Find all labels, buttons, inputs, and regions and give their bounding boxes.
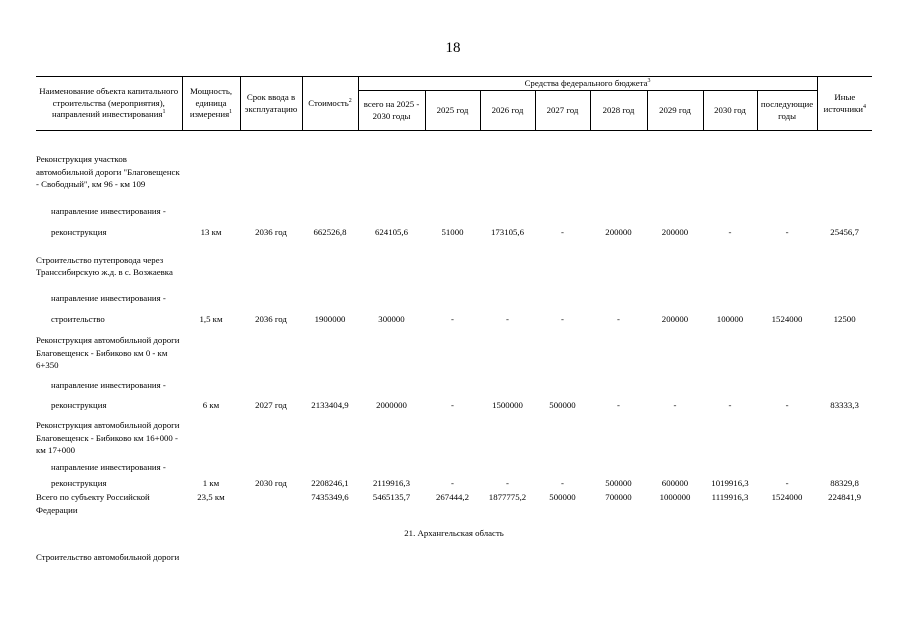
header-total: всего на 2025 - 2030 годы xyxy=(358,91,425,131)
cell-2030: 100000 xyxy=(716,313,744,324)
cell-next: - xyxy=(785,477,789,488)
cell-next: - xyxy=(785,226,789,237)
cell-total: 5465135,7 xyxy=(372,492,411,502)
object-title-row xyxy=(36,329,872,374)
cell-other: 12500 xyxy=(833,313,856,324)
cell-capacity: 1 км xyxy=(202,477,220,488)
cell-total: 2000000 xyxy=(376,399,407,410)
cell-2027: 500000 xyxy=(549,399,576,410)
table-header xyxy=(36,77,872,131)
cell-2028: 500000 xyxy=(605,477,632,488)
cell-2027: - xyxy=(561,477,564,488)
header-federal-budget: Средства федерального бюджета$^3$ xyxy=(358,77,817,91)
cell-2025: - xyxy=(451,313,454,324)
header-term: Срок ввода в эксплуатацию xyxy=(240,77,302,131)
cell-other: 83333,3 xyxy=(830,399,859,410)
cell-term: 2036 год xyxy=(255,226,287,237)
cell-2026: 1500000 xyxy=(492,399,523,410)
federal-budget-table xyxy=(36,76,872,564)
object-title: Реконструкция автомобильной дороги Благовещенск - Бибиково км 16+000 - км 17+000 xyxy=(36,420,180,456)
cell-next: 1524000 xyxy=(771,492,803,502)
object-title-row xyxy=(36,242,872,287)
table-row xyxy=(36,475,872,491)
cell-2029: - xyxy=(673,399,677,410)
cell-2030: 1119916,3 xyxy=(711,492,749,502)
header-2030: 2030 год xyxy=(703,91,757,131)
header-name: Наименование объекта капитального строительства (мероприятия), направлений инвестирования$^1$ xyxy=(36,77,182,131)
cell-cost: 1900000 xyxy=(314,313,346,324)
direction-row xyxy=(36,459,872,475)
cell-capacity: 6 км xyxy=(202,399,220,410)
cell-2026: - xyxy=(506,313,509,324)
cell-2025: 51000 xyxy=(441,226,464,237)
cell-term: 2030 год xyxy=(255,477,287,488)
header-2029: 2029 год xyxy=(647,91,703,131)
cell-2029: 200000 xyxy=(661,226,689,237)
cell-total: 624105,6 xyxy=(375,226,408,237)
cell-total: 2119916,3 xyxy=(372,477,411,488)
cell-other: 25456,7 xyxy=(830,226,859,237)
cell-capacity: 23,5 км xyxy=(197,492,225,502)
cell-other: 224841,9 xyxy=(828,492,862,502)
table-row xyxy=(36,222,872,242)
cell-next: 1524000 xyxy=(771,313,803,324)
cell-cost: 7435349,6 xyxy=(311,492,349,502)
section-row xyxy=(36,517,872,541)
cell-2025: 267444,2 xyxy=(436,492,469,502)
table-row xyxy=(36,309,872,329)
investment-kind: реконструкция xyxy=(51,226,107,237)
cell-2027: 500000 xyxy=(549,492,576,502)
cell-2025: - xyxy=(451,477,454,488)
table-row xyxy=(36,396,872,414)
object-title: Строительство путепровода через Транссибирскую ж.д. в с. Возжаевка xyxy=(36,254,173,277)
cell-2030: - xyxy=(728,226,732,237)
direction-label: направление инвестирования - xyxy=(51,461,166,472)
total-label: Всего по субъекту Российской Федерации xyxy=(36,492,150,515)
header-capacity: Мощность, единица измерения$^1$ xyxy=(182,77,240,131)
cell-next: - xyxy=(785,399,789,410)
investment-kind: строительство xyxy=(51,313,105,324)
direction-row xyxy=(36,287,872,309)
header-next-years: последующие годы xyxy=(757,91,817,131)
cell-other: 88329,8 xyxy=(830,477,859,488)
cell-cost: 662526,8 xyxy=(313,226,347,237)
cell-2025: - xyxy=(451,399,454,410)
cell-2026: 173105,6 xyxy=(491,226,524,237)
cell-2030: - xyxy=(728,399,732,410)
object-title: Реконструкция участков автомобильной дороги "Благовещенск - Свободный", км 96 - км 109 xyxy=(36,154,180,190)
cell-2028: 700000 xyxy=(605,492,632,502)
cell-2027: - xyxy=(561,226,564,237)
cell-2026: - xyxy=(506,477,509,488)
header-other-sources: Иные источники$^4$ xyxy=(817,77,872,131)
direction-label: направление инвестирования - xyxy=(51,379,166,390)
cell-total: 300000 xyxy=(378,313,405,324)
total-row xyxy=(36,491,872,517)
header-2026: 2026 год xyxy=(480,91,535,131)
header-cost: Стоимость$^2$ xyxy=(302,77,358,131)
cell-cost: 2133404,9 xyxy=(311,399,349,410)
cell-2028: - xyxy=(617,313,620,324)
object-title: Реконструкция автомобильной дороги Благовещенск - Бибиково км 0 - км 6+350 xyxy=(36,335,180,371)
cell-term xyxy=(240,491,302,517)
cell-capacity: 1,5 км xyxy=(199,313,223,324)
cell-term: 2027 год xyxy=(255,399,287,410)
cell-2028: 200000 xyxy=(605,226,632,237)
direction-row xyxy=(36,200,872,222)
page-number: 18 xyxy=(445,40,461,56)
header-2027: 2027 год xyxy=(535,91,590,131)
cell-2027: - xyxy=(561,313,564,324)
object-title-row xyxy=(36,414,872,459)
investment-kind: реконструкция xyxy=(51,477,107,488)
object-title-row xyxy=(36,141,872,200)
cell-cost: 2208246,1 xyxy=(311,477,349,488)
cell-2029: 200000 xyxy=(661,313,689,324)
object-title: Строительство автомобильной дороги xyxy=(36,552,180,562)
cell-2030: 1019916,3 xyxy=(711,477,749,488)
section-title: 21. Архангельская область xyxy=(404,527,504,538)
header-2025: 2025 год xyxy=(425,91,480,131)
table-body xyxy=(36,131,872,564)
header-2028: 2028 год xyxy=(590,91,647,131)
cell-2029: 1000000 xyxy=(659,492,691,502)
direction-label: направление инвестирования - xyxy=(51,292,166,303)
cell-2029: 600000 xyxy=(661,477,689,488)
direction-label: направление инвестирования - xyxy=(51,205,166,216)
object-title-row xyxy=(36,541,872,564)
cell-2026: 1877775,2 xyxy=(488,492,527,502)
direction-row xyxy=(36,374,872,396)
investment-kind: реконструкция xyxy=(51,399,107,410)
cell-term: 2036 год xyxy=(255,313,287,324)
cell-capacity: 13 км xyxy=(200,226,222,237)
cell-2028: - xyxy=(617,399,620,410)
